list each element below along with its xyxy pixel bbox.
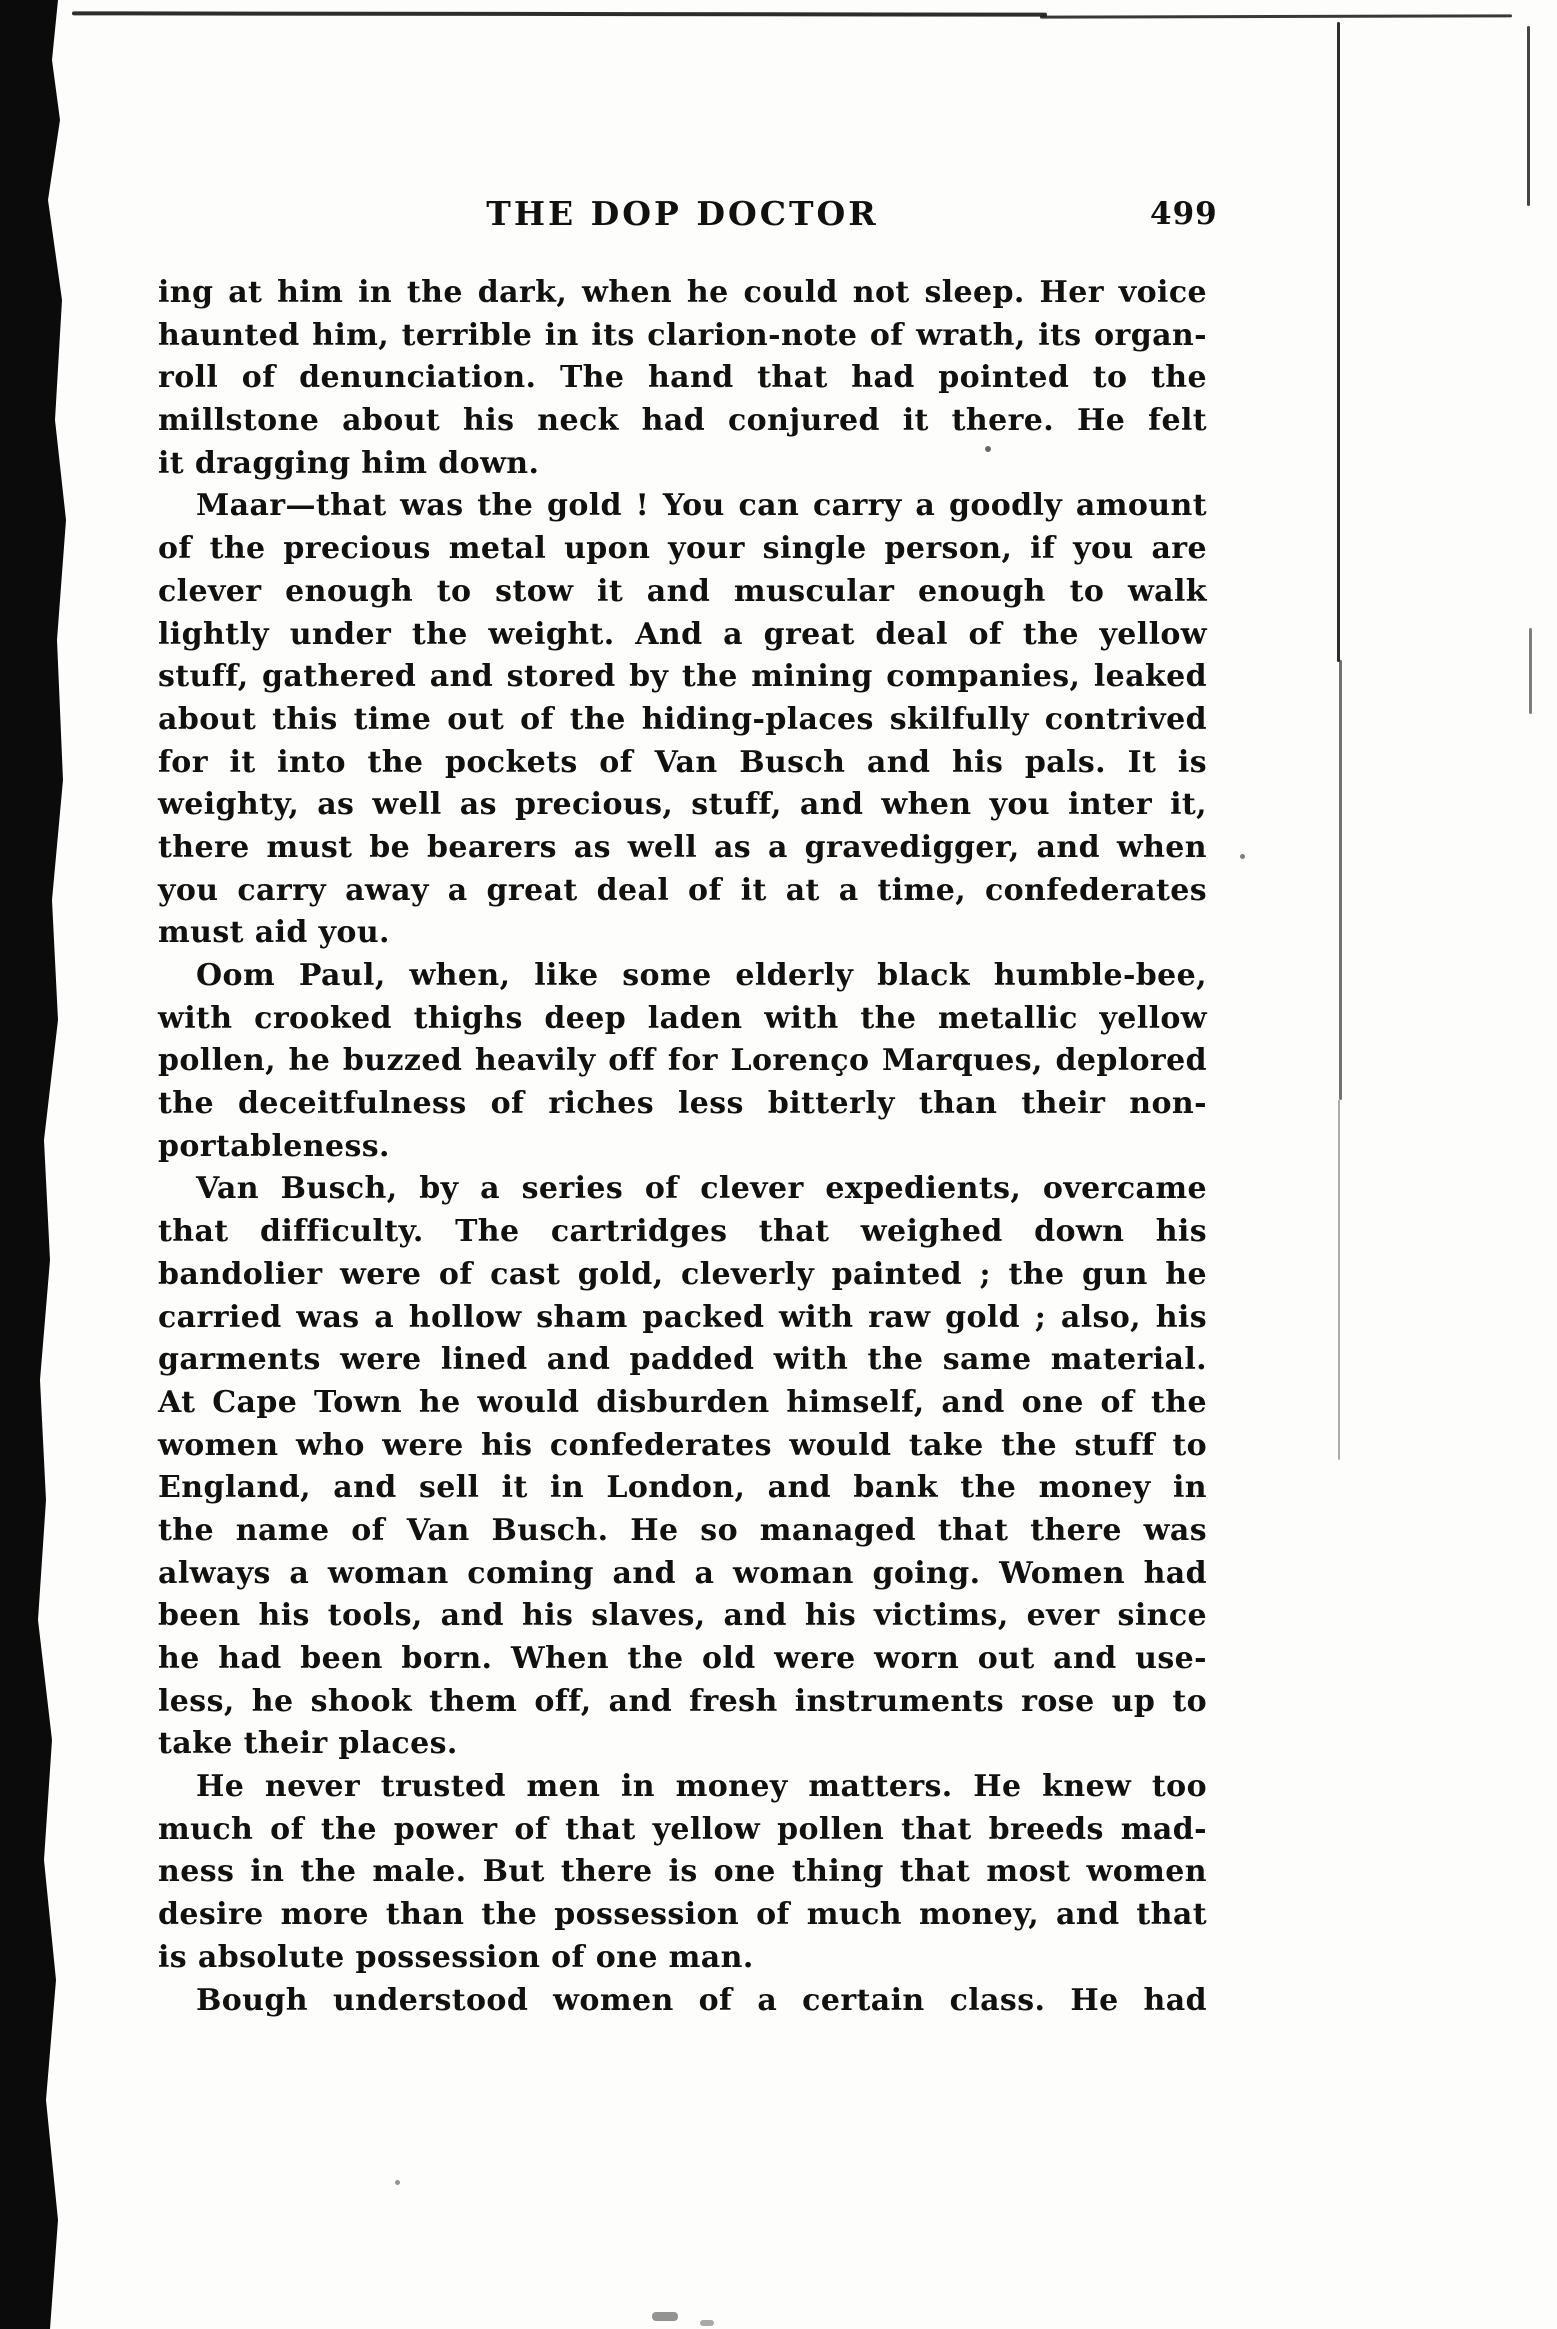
text-line: garments were lined and padded with the same material.: [158, 1342, 1207, 1378]
text-line: it dragging him down.: [158, 445, 540, 481]
text-line: weighty, as well as precious, stuff, and when you inter it,: [158, 787, 1207, 823]
text-line: stuff, gathered and stored by the mining companies, leaked: [158, 659, 1207, 695]
text-line: must aid you.: [158, 915, 390, 951]
text-line: ness in the male. But there is one thing that most women: [158, 1854, 1207, 1890]
scan-line-far-right-middle: [1529, 628, 1532, 714]
text-line: bandolier were of cast gold, cleverly painted ; the gun he: [158, 1256, 1207, 1292]
text-line: lightly under the weight. And a great deal of the yellow: [158, 616, 1207, 652]
paragraph: [158, 1168, 1207, 1766]
text-line: millstone about his neck had conjured it there. He felt: [158, 403, 1207, 439]
scan-line-far-right-upper: [1527, 26, 1530, 206]
text-line: Van Busch, by a series of clever expedients, overcame: [196, 1171, 1207, 1207]
text-line: roll of denunciation. The hand that had pointed to the: [158, 360, 1207, 396]
text-line: about this time out of the hiding-places skilfully contrived: [158, 701, 1207, 737]
ink-speck: [652, 2312, 678, 2321]
text-line: less, he shook them off, and fresh instruments rose up to: [158, 1683, 1207, 1719]
text-line: you carry away a great deal of it at a time, confederates: [158, 872, 1207, 908]
text-line: pollen, he buzzed heavily off for Lorenço Marques, deplored: [158, 1043, 1207, 1079]
scan-line-top-left: [72, 11, 1047, 16]
text-line: there must be bearers as well as a gravedigger, and when: [158, 829, 1207, 865]
text-line: clever enough to stow it and muscular enough to walk: [158, 573, 1207, 609]
text-line: the deceitfulness of riches less bitterly than their non-: [158, 1086, 1207, 1122]
paragraph: [158, 1980, 1207, 2023]
text-line: desire more than the possession of much money, and that: [158, 1897, 1207, 1933]
text-line: Bough understood women of a certain class. He had: [196, 1982, 1207, 2018]
text-line: is absolute possession of one man.: [158, 1939, 754, 1975]
text-line: Oom Paul, when, like some elderly black humble-bee,: [196, 958, 1207, 993]
scan-line-top-right: [1040, 14, 1512, 18]
ink-speck: [395, 2180, 400, 2185]
text-line: always a woman coming and a woman going. Women had: [158, 1555, 1207, 1591]
text-line: He never trusted men in money matters. He knew too: [196, 1769, 1207, 1805]
paragraph: [158, 485, 1207, 955]
scan-line-right-lower: [1338, 1100, 1340, 1460]
paragraph: [158, 955, 1207, 1168]
ink-speck: [1240, 854, 1245, 859]
text-line: with crooked thighs deep laden with the metallic yellow: [158, 1000, 1207, 1036]
ink-speck: [700, 2320, 714, 2326]
page-body: [158, 272, 1207, 2022]
scan-line-right-middle: [1339, 660, 1342, 1100]
text-line: women who were his confederates would take the stuff to: [158, 1427, 1207, 1463]
text-line: portableness.: [158, 1128, 390, 1164]
text-line: of the precious metal upon your single person, if you are: [158, 531, 1207, 567]
text-line: for it into the pockets of Van Busch and his pals. It is: [158, 744, 1207, 780]
scan-line-right-upper: [1337, 22, 1340, 662]
text-line: ing at him in the dark, when he could not sleep. Her voice: [158, 275, 1207, 310]
text-line: that difficulty. The cartridges that weighed down his: [158, 1214, 1207, 1250]
text-line: take their places.: [158, 1726, 458, 1762]
text-line: he had been born. When the old were worn out and use-: [158, 1641, 1207, 1676]
paragraph: [158, 1766, 1207, 1979]
binding-gutter-shadow: [0, 0, 70, 2329]
text-line: Maar—that was the gold ! You can carry a goodly amount: [196, 488, 1207, 524]
text-line: England, and sell it in London, and bank the money in: [158, 1470, 1207, 1506]
page-number: 499: [1150, 196, 1218, 232]
running-title: THE DOP DOCTOR: [486, 194, 879, 233]
text-line: haunted him, terrible in its clarion-note of wrath, its organ-: [158, 317, 1207, 353]
paragraph: [158, 272, 1207, 485]
text-line: much of the power of that yellow pollen that breeds mad-: [158, 1811, 1207, 1847]
text-line: At Cape Town he would disburden himself, and one of the: [158, 1384, 1207, 1420]
text-line: the name of Van Busch. He so managed that there was: [158, 1512, 1207, 1548]
text-line: been his tools, and his slaves, and his victims, ever since: [158, 1598, 1207, 1634]
text-line: carried was a hollow sham packed with raw gold ; also, his: [158, 1299, 1207, 1335]
